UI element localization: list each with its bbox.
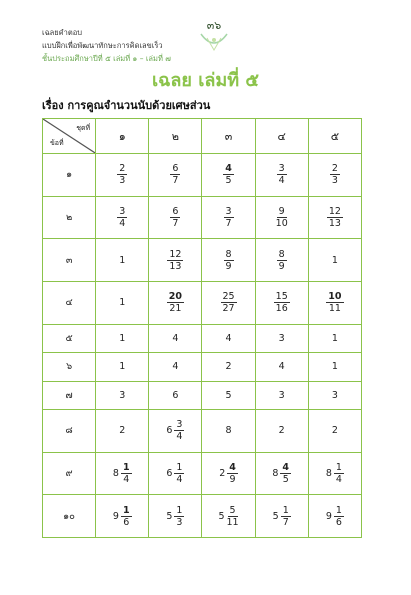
answer-cell <box>96 281 149 324</box>
page-title: เฉลย เล่มที่ ๕ <box>151 70 260 91</box>
mixed-number <box>326 291 343 314</box>
answer-cell <box>96 239 149 282</box>
row-label: ๒ <box>43 196 96 239</box>
denominator: 11 <box>328 303 341 315</box>
answer-value: 4 <box>172 361 179 373</box>
header-line-grade: ชั้นประถมศึกษาปีที่ ๕ เล่มที่ ๑ – เล่มที่ ๗ <box>42 54 171 63</box>
answer-cell <box>96 353 149 381</box>
fraction <box>327 206 343 229</box>
answer-cell <box>149 409 202 452</box>
row-label: ๔ <box>43 281 96 324</box>
fraction <box>170 206 180 229</box>
denominator: 4 <box>176 473 183 485</box>
denominator: 7 <box>282 516 289 528</box>
denominator: 7 <box>172 175 179 187</box>
answer-cell <box>96 196 149 239</box>
fraction <box>121 505 132 528</box>
fraction <box>334 505 344 528</box>
denominator: 9 <box>225 260 232 272</box>
mixed-number <box>327 206 343 229</box>
mixed-number <box>330 163 340 186</box>
numerator: 6 <box>172 163 179 175</box>
answer-cell <box>202 495 255 538</box>
mixed-number <box>224 249 234 272</box>
numerator: 4 <box>225 163 232 175</box>
fraction <box>227 462 238 485</box>
mixed-number <box>166 419 184 442</box>
whole-part: 9 <box>325 510 332 522</box>
denominator: 4 <box>176 431 183 443</box>
fraction <box>117 206 127 229</box>
mixed-number <box>273 505 291 528</box>
numerator: 20 <box>168 291 182 303</box>
fraction <box>223 163 234 186</box>
answer-cell <box>202 239 255 282</box>
answer-cell <box>255 324 308 352</box>
mixed-number <box>166 505 184 528</box>
mixed-number <box>166 462 184 485</box>
row-label: ๖ <box>43 353 96 381</box>
denominator: 7 <box>225 217 232 229</box>
denominator: 6 <box>335 516 342 528</box>
numerator: 8 <box>225 248 232 260</box>
fraction <box>330 163 340 186</box>
numerator: 1 <box>335 461 342 473</box>
mixed-number <box>224 206 234 229</box>
denominator: 4 <box>119 217 126 229</box>
mixed-number <box>170 206 180 229</box>
whole-part: 6 <box>166 425 173 437</box>
fraction <box>277 249 287 272</box>
column-header: ๒ <box>149 119 202 154</box>
column-header: ๑ <box>96 119 149 154</box>
answer-cell <box>149 381 202 409</box>
table-row <box>43 154 362 197</box>
denominator: 4 <box>335 473 342 485</box>
column-header: ๔ <box>255 119 308 154</box>
answer-cell <box>308 381 361 409</box>
row-label: ๘ <box>43 409 96 452</box>
denominator: 7 <box>172 217 179 229</box>
mixed-number <box>221 291 237 314</box>
denominator: 4 <box>123 473 130 485</box>
column-header: ๓ <box>202 119 255 154</box>
numerator: 1 <box>176 504 183 516</box>
answer-value: 3 <box>278 389 285 401</box>
numerator: 5 <box>229 504 236 516</box>
answer-cell <box>96 495 149 538</box>
table-row <box>43 409 362 452</box>
answer-value: 2 <box>331 425 338 437</box>
answer-cell <box>96 409 149 452</box>
fraction <box>117 163 127 186</box>
answer-value: 6 <box>172 389 179 401</box>
numerator: 4 <box>282 461 290 473</box>
answer-cell <box>149 452 202 495</box>
answer-cell <box>255 409 308 452</box>
answer-cell <box>255 381 308 409</box>
header-line-answers: เฉลยคำตอบ <box>42 28 83 37</box>
mixed-number <box>223 163 234 186</box>
numerator: 15 <box>275 291 288 303</box>
answer-cell <box>255 452 308 495</box>
table-row <box>43 452 362 495</box>
fraction <box>167 291 184 314</box>
numerator: 3 <box>176 419 183 431</box>
numerator: 1 <box>282 504 289 516</box>
answer-cell <box>149 353 202 381</box>
table-row <box>43 324 362 352</box>
answer-cell <box>202 452 255 495</box>
fraction <box>170 163 180 186</box>
answer-value: 1 <box>119 332 126 344</box>
table-row <box>43 495 362 538</box>
numerator: 4 <box>229 461 236 473</box>
answer-cell <box>308 239 361 282</box>
answer-cell <box>96 452 149 495</box>
numerator: 2 <box>331 163 338 175</box>
answer-cell <box>202 409 255 452</box>
fraction <box>276 206 288 229</box>
numerator: 10 <box>328 291 342 303</box>
answer-cell <box>308 452 361 495</box>
answer-value: 2 <box>225 361 232 373</box>
whole-part: 5 <box>272 510 279 522</box>
denominator: 6 <box>123 516 130 528</box>
numerator: 6 <box>172 205 179 217</box>
answer-cell <box>255 353 308 381</box>
answer-cell <box>149 154 202 197</box>
answer-cell <box>308 281 361 324</box>
column-header: ๕ <box>308 119 361 154</box>
numerator: 3 <box>278 163 285 175</box>
fraction <box>224 249 234 272</box>
answer-cell <box>202 381 255 409</box>
answer-value: 2 <box>278 425 285 437</box>
denominator: 11 <box>226 516 239 528</box>
answer-cell <box>255 495 308 538</box>
denominator: 21 <box>169 303 182 315</box>
answer-value: 5 <box>225 389 232 401</box>
denominator: 9 <box>278 260 285 272</box>
answer-cell <box>255 154 308 197</box>
mixed-number <box>277 163 287 186</box>
whole-part: 8 <box>325 467 332 479</box>
mixed-number <box>274 291 290 314</box>
row-label: ๑๐ <box>43 495 96 538</box>
denominator: 5 <box>282 473 289 485</box>
fraction <box>174 462 184 485</box>
mixed-number <box>218 505 238 528</box>
denominator: 10 <box>275 217 288 229</box>
mixed-number <box>277 249 287 272</box>
row-label: ๙ <box>43 452 96 495</box>
answer-cell <box>308 196 361 239</box>
page-number: ๓๖ <box>206 19 222 32</box>
answer-cell <box>96 154 149 197</box>
table-row <box>43 353 362 381</box>
answer-cell <box>308 154 361 197</box>
leaf-ornament-icon <box>197 30 231 54</box>
answer-cell <box>149 239 202 282</box>
answer-cell <box>308 353 361 381</box>
answer-cell <box>255 239 308 282</box>
denominator: 3 <box>119 175 126 187</box>
mixed-number <box>272 462 291 485</box>
denominator: 9 <box>229 473 236 485</box>
fraction <box>174 419 184 442</box>
answer-cell <box>202 324 255 352</box>
numerator: 1 <box>122 504 130 516</box>
whole-part: 2 <box>219 467 226 479</box>
fraction <box>326 291 343 314</box>
numerator: 3 <box>225 205 232 217</box>
corner-set-label: ชุดที่ <box>76 124 91 132</box>
answer-table <box>42 118 362 538</box>
answer-cell <box>96 381 149 409</box>
corner-item-label: ข้อที่ <box>50 139 64 147</box>
answer-value: 4 <box>225 332 232 344</box>
answer-value: 8 <box>225 425 232 437</box>
mixed-number <box>117 206 127 229</box>
mixed-number <box>326 462 344 485</box>
denominator: 13 <box>328 217 341 229</box>
table-header-row <box>43 119 362 154</box>
mixed-number <box>276 206 288 229</box>
numerator: 25 <box>222 291 235 303</box>
mixed-number <box>167 291 184 314</box>
answer-value: 1 <box>119 361 126 373</box>
mixed-number <box>219 462 238 485</box>
whole-part: 5 <box>166 510 173 522</box>
numerator: 1 <box>335 504 342 516</box>
fraction <box>280 462 291 485</box>
table-row <box>43 196 362 239</box>
numerator: 8 <box>278 248 285 260</box>
answer-value: 1 <box>119 254 126 266</box>
fraction <box>221 291 237 314</box>
denominator: 3 <box>176 516 183 528</box>
corner-cell <box>43 119 96 154</box>
numerator: 3 <box>119 205 126 217</box>
answer-value: 1 <box>119 297 126 309</box>
answer-value: 2 <box>119 425 126 437</box>
header-line-exercise: แบบฝึกเพื่อพัฒนาทักษะการคิดเลขเร็ว <box>42 41 163 50</box>
fraction <box>277 163 287 186</box>
table-row <box>43 281 362 324</box>
denominator: 3 <box>331 175 338 187</box>
answer-value: 1 <box>331 254 338 266</box>
mixed-number <box>167 249 183 272</box>
answer-value: 1 <box>331 332 338 344</box>
denominator: 13 <box>169 260 182 272</box>
fraction <box>167 249 183 272</box>
answer-cell <box>149 196 202 239</box>
answer-value: 3 <box>278 332 285 344</box>
row-label: ๓ <box>43 239 96 282</box>
answer-cell <box>308 324 361 352</box>
whole-part: 8 <box>272 467 279 479</box>
answer-cell <box>149 281 202 324</box>
answer-value: 3 <box>119 389 126 401</box>
mixed-number <box>113 462 132 485</box>
answer-cell <box>202 353 255 381</box>
numerator: 12 <box>328 205 341 217</box>
table-row <box>43 381 362 409</box>
mixed-number <box>326 505 344 528</box>
answer-value: 3 <box>331 389 338 401</box>
mixed-number <box>170 163 180 186</box>
fraction <box>174 505 184 528</box>
mixed-number <box>117 163 127 186</box>
answer-cell <box>255 196 308 239</box>
section-subtitle: เรื่อง การคูณจำนวนนับด้วยเศษส่วน <box>42 99 211 112</box>
whole-part: 6 <box>166 467 173 479</box>
answer-cell <box>255 281 308 324</box>
denominator: 16 <box>275 303 288 315</box>
fraction <box>121 462 132 485</box>
fraction <box>227 505 239 528</box>
answer-cell <box>202 196 255 239</box>
fraction <box>224 206 234 229</box>
row-label: ๗ <box>43 381 96 409</box>
whole-part: 5 <box>218 510 225 522</box>
row-label: ๑ <box>43 154 96 197</box>
numerator: 1 <box>176 461 183 473</box>
denominator: 27 <box>222 303 235 315</box>
answer-value: 4 <box>278 361 285 373</box>
answer-cell <box>308 495 361 538</box>
mixed-number <box>113 505 132 528</box>
denominator: 5 <box>225 175 232 187</box>
answer-cell <box>149 495 202 538</box>
answer-value: 1 <box>331 361 338 373</box>
numerator: 12 <box>169 248 182 260</box>
fraction <box>274 291 290 314</box>
answer-cell <box>149 324 202 352</box>
table-row <box>43 239 362 282</box>
answer-cell <box>308 409 361 452</box>
numerator: 9 <box>278 205 285 217</box>
fraction <box>334 462 344 485</box>
answer-cell <box>96 324 149 352</box>
whole-part: 8 <box>112 467 119 479</box>
answer-cell <box>202 281 255 324</box>
whole-part: 9 <box>112 510 119 522</box>
answer-value: 4 <box>172 332 179 344</box>
numerator: 2 <box>119 163 126 175</box>
answer-cell <box>202 154 255 197</box>
denominator: 4 <box>278 175 285 187</box>
row-label: ๕ <box>43 324 96 352</box>
numerator: 1 <box>122 461 130 473</box>
fraction <box>281 505 291 528</box>
